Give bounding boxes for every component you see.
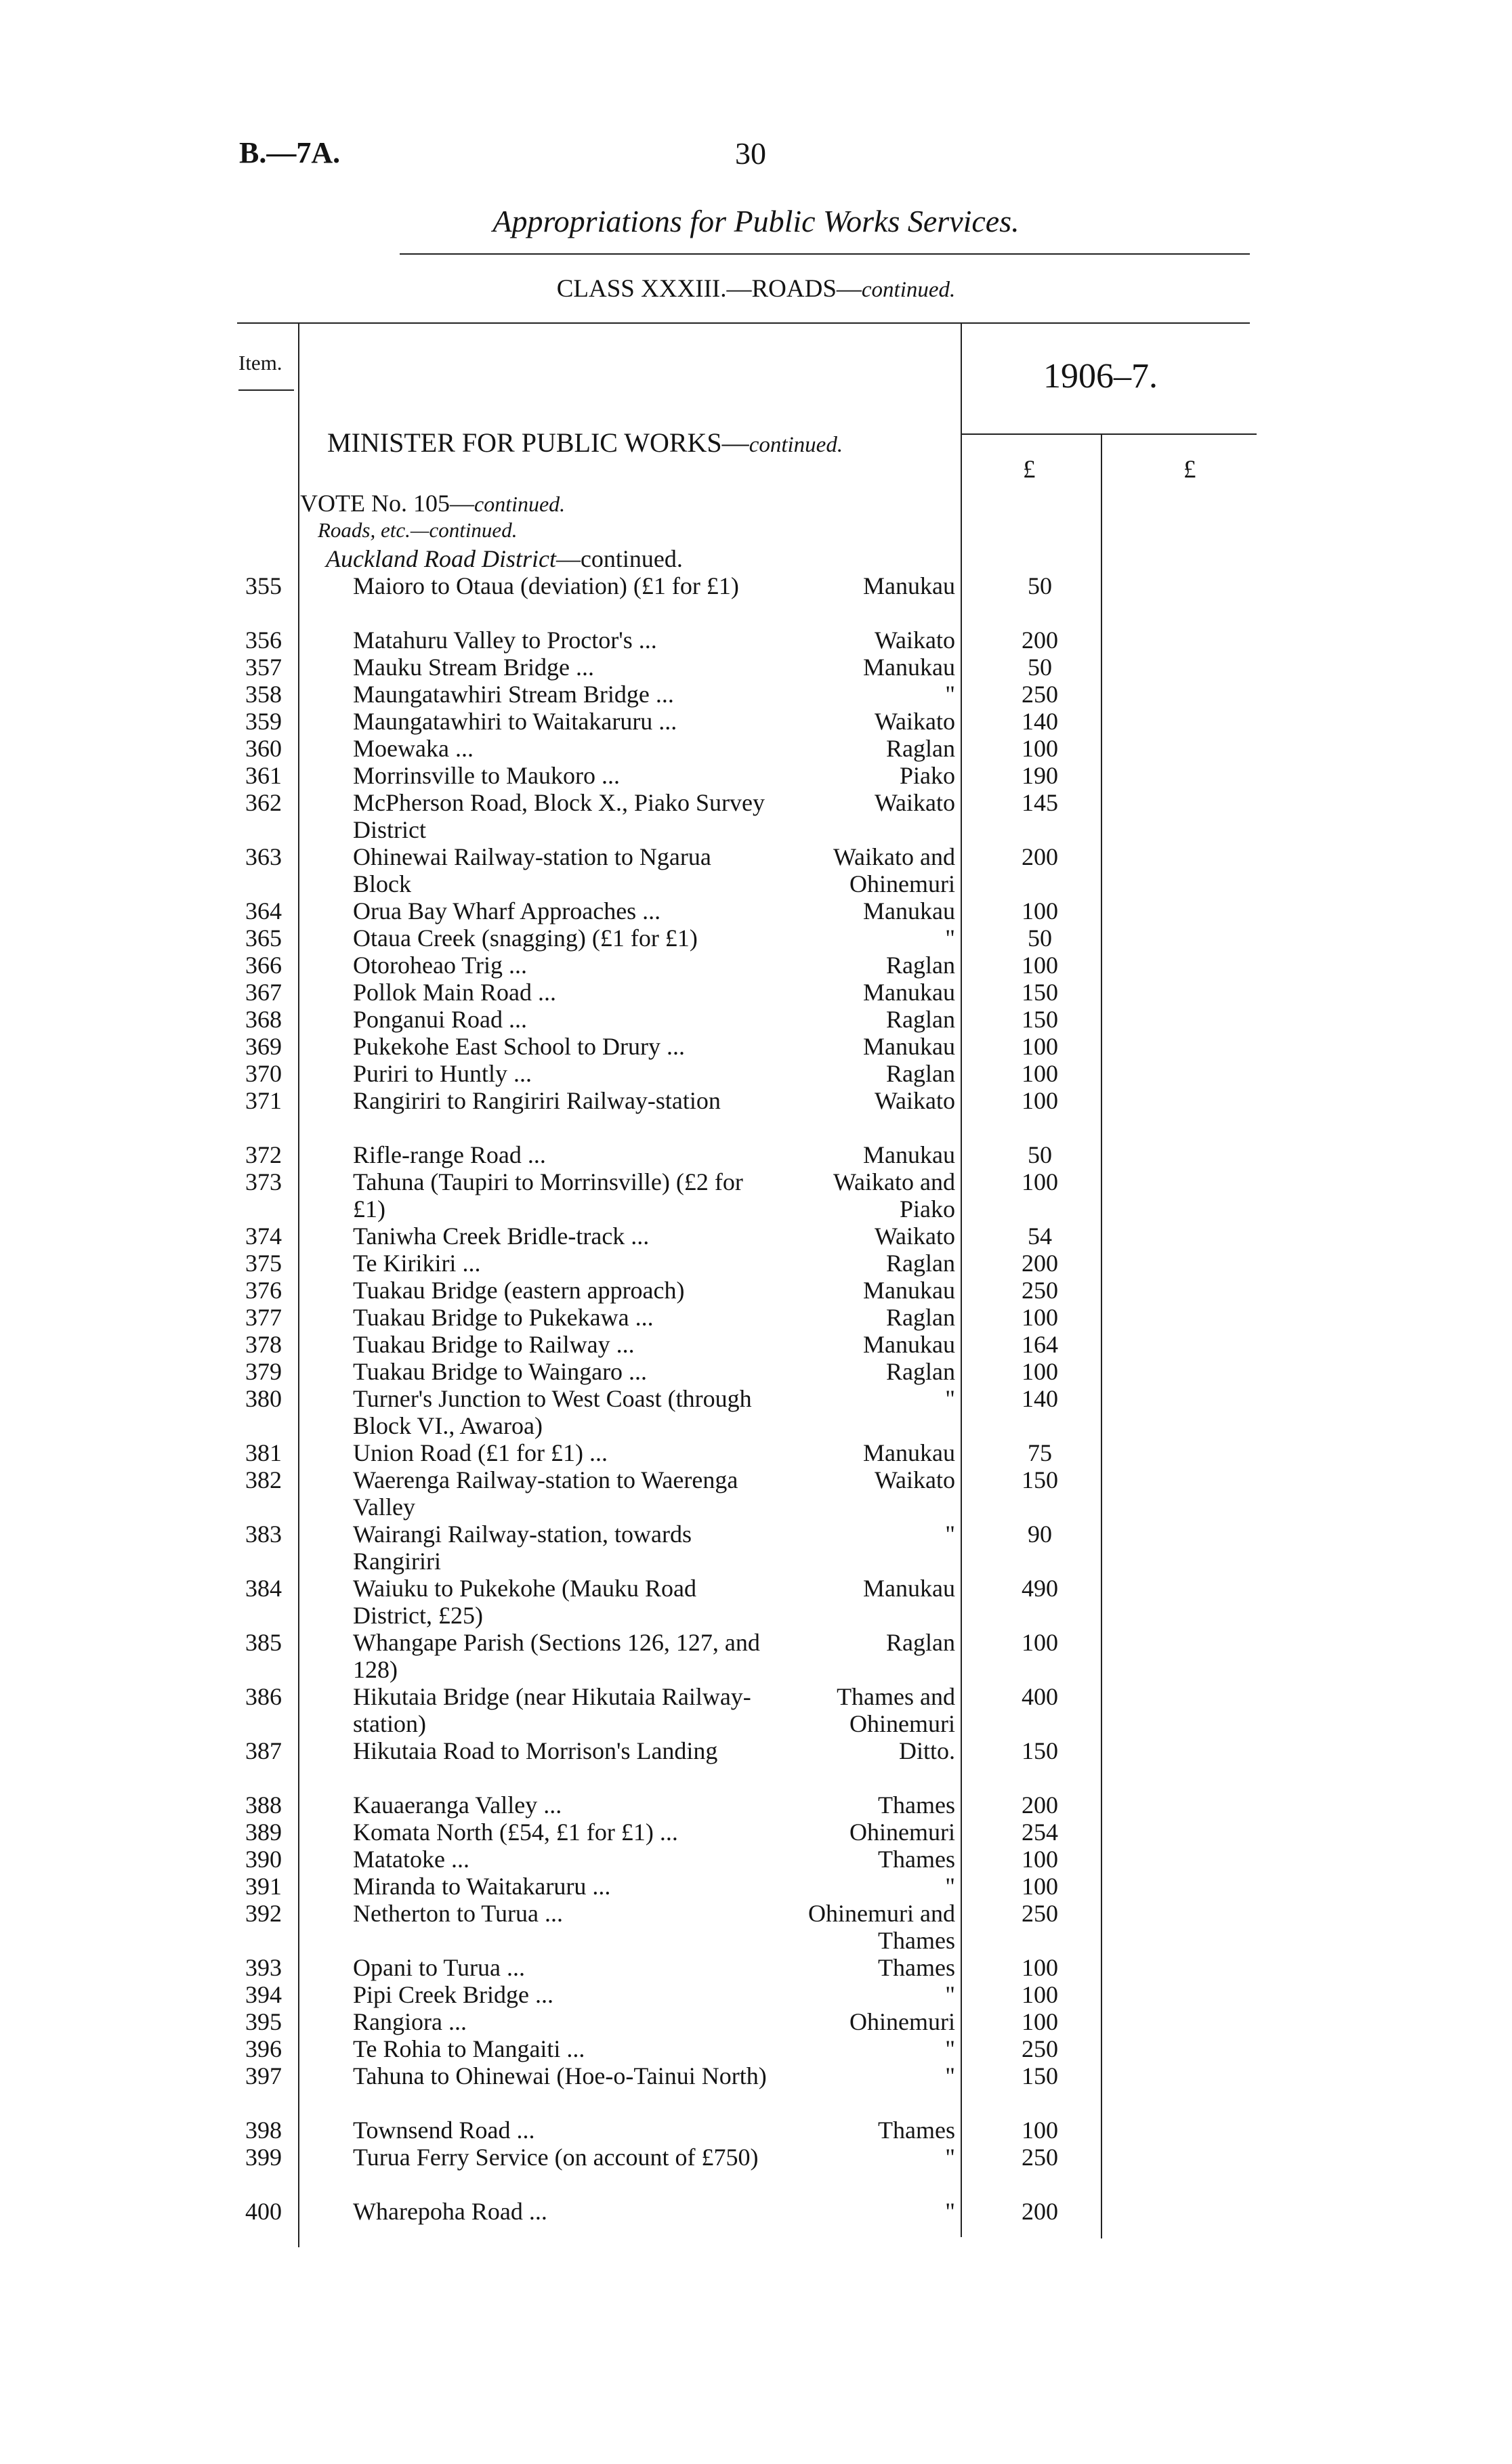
item-amount: 140 bbox=[1022, 708, 1058, 735]
item-number: 366 bbox=[245, 952, 282, 979]
item-amount: 100 bbox=[1022, 1846, 1058, 1873]
item-description: Matatoke ... bbox=[353, 1846, 469, 1873]
electoral-district: " bbox=[945, 2198, 955, 2225]
electoral-district: Ohinemuri bbox=[849, 1819, 955, 1846]
item-description: Orua Bay Wharf Approaches ... bbox=[353, 897, 661, 925]
item-description: Te Kirikiri ... bbox=[353, 1250, 481, 1277]
electoral-district: Manukau bbox=[863, 979, 955, 1006]
item-amount: 100 bbox=[1022, 1087, 1058, 1114]
document-reference: B.—7A. bbox=[239, 136, 341, 169]
electoral-district: " bbox=[945, 1873, 955, 1900]
column-header-year: 1906–7. bbox=[1043, 357, 1158, 396]
electoral-district: Ohinemuri and Thames bbox=[808, 1900, 955, 1954]
electoral-district: Raglan bbox=[886, 952, 955, 979]
item-number: 387 bbox=[245, 1737, 282, 1764]
electoral-district: Raglan bbox=[886, 1304, 955, 1331]
item-amount: 490 bbox=[1022, 1575, 1058, 1602]
electoral-district: Waikato bbox=[874, 708, 955, 735]
item-amount: 250 bbox=[1022, 681, 1058, 708]
item-number: 389 bbox=[245, 1819, 282, 1846]
item-description: Pukekohe East School to Drury ... bbox=[353, 1033, 685, 1060]
item-number: 358 bbox=[245, 681, 282, 708]
item-description: Hikutaia Road to Morrison's Landing bbox=[353, 1737, 718, 1764]
electoral-district: " bbox=[945, 1385, 955, 1412]
electoral-district: Thames bbox=[878, 1791, 955, 1819]
district-heading-cont: —continued. bbox=[555, 545, 683, 572]
item-description: Rangiriri to Rangiriri Railway-station bbox=[353, 1087, 721, 1114]
item-description: Tuakau Bridge to Railway ... bbox=[353, 1331, 635, 1358]
item-number: 365 bbox=[245, 925, 282, 952]
column-header-pound-2: £ bbox=[1183, 456, 1196, 484]
item-description: Waiuku to Pukekohe (Mauku Road District, £25) bbox=[353, 1575, 697, 1629]
electoral-district: Manukau bbox=[863, 1033, 955, 1060]
item-number: 391 bbox=[245, 1873, 282, 1900]
item-amount: 150 bbox=[1022, 1006, 1058, 1033]
electoral-district: Manukau bbox=[863, 1277, 955, 1304]
column-header-item: Item. bbox=[238, 351, 282, 375]
item-number: 373 bbox=[245, 1168, 282, 1195]
electoral-district: Thames bbox=[878, 1846, 955, 1873]
item-amount: 100 bbox=[1022, 1873, 1058, 1900]
item-amount: 200 bbox=[1022, 843, 1058, 870]
item-number: 359 bbox=[245, 708, 282, 735]
electoral-district: Raglan bbox=[886, 1629, 955, 1656]
item-amount: 100 bbox=[1022, 1981, 1058, 2008]
minister-heading-main: MINISTER FOR PUBLIC WORKS— bbox=[327, 427, 749, 458]
item-amount: 200 bbox=[1022, 1250, 1058, 1277]
item-number: 383 bbox=[245, 1521, 282, 1548]
electoral-district: Thames bbox=[878, 1954, 955, 1981]
item-amount: 50 bbox=[1028, 654, 1052, 681]
electoral-district: Manukau bbox=[863, 572, 955, 599]
item-number: 362 bbox=[245, 789, 282, 816]
item-number: 372 bbox=[245, 1141, 282, 1168]
item-description: Townsend Road ... bbox=[353, 2117, 535, 2144]
item-amount: 50 bbox=[1028, 925, 1052, 952]
item-number: 400 bbox=[245, 2198, 282, 2225]
item-amount: 150 bbox=[1022, 1466, 1058, 1493]
item-amount: 254 bbox=[1022, 1819, 1058, 1846]
electoral-district: " bbox=[945, 1981, 955, 2008]
item-number: 397 bbox=[245, 2062, 282, 2089]
item-number: 381 bbox=[245, 1439, 282, 1466]
item-description: Mauku Stream Bridge ... bbox=[353, 654, 594, 681]
electoral-district: " bbox=[945, 925, 955, 952]
electoral-district: Piako bbox=[899, 762, 955, 789]
column-header-pound-1: £ bbox=[1023, 456, 1036, 484]
item-description: Tuakau Bridge to Pukekawa ... bbox=[353, 1304, 654, 1331]
item-number: 378 bbox=[245, 1331, 282, 1358]
electoral-district: Raglan bbox=[886, 1250, 955, 1277]
item-description: Te Rohia to Mangaiti ... bbox=[353, 2035, 585, 2062]
item-number: 371 bbox=[245, 1087, 282, 1114]
electoral-district: " bbox=[945, 2144, 955, 2171]
vote-heading-cont: continued. bbox=[474, 492, 566, 516]
item-amount: 75 bbox=[1028, 1439, 1052, 1466]
item-number: 375 bbox=[245, 1250, 282, 1277]
item-amount: 100 bbox=[1022, 1168, 1058, 1195]
item-description: Turner's Junction to West Coast (through Block VI., Awaroa) bbox=[353, 1385, 752, 1439]
item-number: 379 bbox=[245, 1358, 282, 1385]
item-number: 363 bbox=[245, 843, 282, 870]
item-description: Whangape Parish (Sections 126, 127, and 128) bbox=[353, 1629, 760, 1683]
item-amount: 100 bbox=[1022, 897, 1058, 925]
item-description: Waerenga Railway-station to Waerenga Valley bbox=[353, 1466, 738, 1521]
item-description: Komata North (£54, £1 for £1) ... bbox=[353, 1819, 678, 1846]
item-amount: 50 bbox=[1028, 572, 1052, 599]
item-description: Morrinsville to Maukoro ... bbox=[353, 762, 620, 789]
item-number: 395 bbox=[245, 2008, 282, 2035]
item-description: Tahuna to Ohinewai (Hoe-o-Tainui North) bbox=[353, 2062, 767, 2089]
electoral-district: Waikato bbox=[874, 1223, 955, 1250]
item-amount: 100 bbox=[1022, 1304, 1058, 1331]
item-number: 394 bbox=[245, 1981, 282, 2008]
electoral-district: Manukau bbox=[863, 897, 955, 925]
electoral-district: Waikato bbox=[874, 789, 955, 816]
class-heading-cont: continued. bbox=[861, 278, 956, 302]
item-description: Tuakau Bridge (eastern approach) bbox=[353, 1277, 685, 1304]
item-amount: 145 bbox=[1022, 789, 1058, 816]
electoral-district: " bbox=[945, 1521, 955, 1548]
item-number: 376 bbox=[245, 1277, 282, 1304]
item-description: Opani to Turua ... bbox=[353, 1954, 526, 1981]
item-description: Taniwha Creek Bridle-track ... bbox=[353, 1223, 650, 1250]
item-description: Pollok Main Road ... bbox=[353, 979, 557, 1006]
item-amount: 200 bbox=[1022, 2198, 1058, 2225]
item-number: 385 bbox=[245, 1629, 282, 1656]
item-number: 388 bbox=[245, 1791, 282, 1819]
electoral-district: Ditto. bbox=[898, 1737, 955, 1764]
electoral-district: Waikato bbox=[874, 626, 955, 654]
minister-heading-cont: continued. bbox=[749, 433, 843, 457]
item-description: Ponganui Road ... bbox=[353, 1006, 527, 1033]
item-description: Wharepoha Road ... bbox=[353, 2198, 547, 2225]
item-amount: 100 bbox=[1022, 1358, 1058, 1385]
item-amount: 400 bbox=[1022, 1683, 1058, 1710]
item-amount: 250 bbox=[1022, 1277, 1058, 1304]
item-number: 392 bbox=[245, 1900, 282, 1927]
item-description: Tahuna (Taupiri to Morrinsville) (£2 for £1) bbox=[353, 1168, 743, 1223]
item-number: 370 bbox=[245, 1060, 282, 1087]
item-description: Netherton to Turua ... bbox=[353, 1900, 563, 1927]
electoral-district: Waikato and Ohinemuri bbox=[833, 843, 955, 897]
class-heading-main: CLASS XXXIII.—ROADS— bbox=[556, 275, 862, 303]
item-description: Rifle-range Road ... bbox=[353, 1141, 546, 1168]
item-amount: 50 bbox=[1028, 1141, 1052, 1168]
item-amount: 250 bbox=[1022, 1900, 1058, 1927]
item-number: 393 bbox=[245, 1954, 282, 1981]
item-description: Kauaeranga Valley ... bbox=[353, 1791, 562, 1819]
electoral-district: " bbox=[945, 2062, 955, 2089]
electoral-district: Manukau bbox=[863, 654, 955, 681]
item-description: Ohinewai Railway-station to Ngarua Block bbox=[353, 843, 711, 897]
item-number: 396 bbox=[245, 2035, 282, 2062]
electoral-district: Thames bbox=[878, 2117, 955, 2144]
item-description: Puriri to Huntly ... bbox=[353, 1060, 532, 1087]
item-amount: 164 bbox=[1022, 1331, 1058, 1358]
item-number: 384 bbox=[245, 1575, 282, 1602]
item-amount: 100 bbox=[1022, 1954, 1058, 1981]
item-description: McPherson Road, Block X., Piako Survey District bbox=[353, 789, 765, 843]
electoral-district: Manukau bbox=[863, 1141, 955, 1168]
item-description: Otoroheao Trig ... bbox=[353, 952, 528, 979]
item-amount: 100 bbox=[1022, 1033, 1058, 1060]
item-number: 399 bbox=[245, 2144, 282, 2171]
item-description: Otaua Creek (snagging) (£1 for £1) bbox=[353, 925, 698, 952]
electoral-district: Ohinemuri bbox=[849, 2008, 955, 2035]
item-description: Maungatawhiri to Waitakaruru ... bbox=[353, 708, 677, 735]
item-amount: 200 bbox=[1022, 1791, 1058, 1819]
electoral-district: Manukau bbox=[863, 1439, 955, 1466]
electoral-district: " bbox=[945, 2035, 955, 2062]
item-number: 369 bbox=[245, 1033, 282, 1060]
item-description: Maungatawhiri Stream Bridge ... bbox=[353, 681, 674, 708]
page-title: Appropriations for Public Works Services. bbox=[492, 204, 1020, 238]
item-amount: 150 bbox=[1022, 979, 1058, 1006]
page-number: 30 bbox=[735, 136, 766, 171]
electoral-district: Raglan bbox=[886, 1358, 955, 1385]
item-description: Pipi Creek Bridge ... bbox=[353, 1981, 553, 2008]
electoral-district: Manukau bbox=[863, 1575, 955, 1602]
item-amount: 200 bbox=[1022, 626, 1058, 654]
roads-subheading: Roads, etc.—continued. bbox=[318, 518, 518, 542]
item-amount: 100 bbox=[1022, 2117, 1058, 2144]
item-amount: 100 bbox=[1022, 952, 1058, 979]
district-heading-main: Auckland Road District bbox=[326, 545, 556, 572]
electoral-district: Raglan bbox=[886, 735, 955, 762]
item-description: Maioro to Otaua (deviation) (£1 for £1) bbox=[353, 572, 739, 599]
item-amount: 150 bbox=[1022, 1737, 1058, 1764]
item-number: 380 bbox=[245, 1385, 282, 1412]
item-number: 364 bbox=[245, 897, 282, 925]
item-description: Wairangi Railway-station, towards Rangiriri bbox=[353, 1521, 692, 1575]
item-number: 367 bbox=[245, 979, 282, 1006]
electoral-district: Waikato and Piako bbox=[833, 1168, 955, 1223]
item-amount: 140 bbox=[1022, 1385, 1058, 1412]
item-number: 382 bbox=[245, 1466, 282, 1493]
electoral-district: Waikato bbox=[874, 1087, 955, 1114]
item-description: Tuakau Bridge to Waingaro ... bbox=[353, 1358, 648, 1385]
item-amount: 150 bbox=[1022, 2062, 1058, 2089]
item-amount: 100 bbox=[1022, 1629, 1058, 1656]
electoral-district: Thames and Ohinemuri bbox=[837, 1683, 955, 1737]
item-number: 377 bbox=[245, 1304, 282, 1331]
item-description: Moewaka ... bbox=[353, 735, 474, 762]
item-description: Union Road (£1 for £1) ... bbox=[353, 1439, 608, 1466]
item-number: 386 bbox=[245, 1683, 282, 1710]
electoral-district: Raglan bbox=[886, 1006, 955, 1033]
electoral-district: Raglan bbox=[886, 1060, 955, 1087]
item-description: Turua Ferry Service (on account of £750) bbox=[353, 2144, 759, 2171]
item-number: 390 bbox=[245, 1846, 282, 1873]
item-number: 368 bbox=[245, 1006, 282, 1033]
item-description: Hikutaia Bridge (near Hikutaia Railway-station) bbox=[353, 1683, 751, 1737]
item-number: 355 bbox=[245, 572, 282, 599]
item-description: Rangiora ... bbox=[353, 2008, 467, 2035]
vote-heading-main: VOTE No. 105— bbox=[300, 490, 474, 517]
item-amount: 100 bbox=[1022, 1060, 1058, 1087]
item-amount: 90 bbox=[1028, 1521, 1052, 1548]
item-number: 398 bbox=[245, 2117, 282, 2144]
item-amount: 250 bbox=[1022, 2035, 1058, 2062]
item-amount: 100 bbox=[1022, 735, 1058, 762]
item-description: Miranda to Waitakaruru ... bbox=[353, 1873, 611, 1900]
electoral-district: " bbox=[945, 681, 955, 708]
item-number: 374 bbox=[245, 1223, 282, 1250]
electoral-district: Manukau bbox=[863, 1331, 955, 1358]
item-number: 361 bbox=[245, 762, 282, 789]
item-amount: 100 bbox=[1022, 2008, 1058, 2035]
item-description: Matahuru Valley to Proctor's ... bbox=[353, 626, 657, 654]
item-number: 357 bbox=[245, 654, 282, 681]
electoral-district: Waikato bbox=[874, 1466, 955, 1493]
item-number: 360 bbox=[245, 735, 282, 762]
item-amount: 54 bbox=[1028, 1223, 1052, 1250]
item-amount: 190 bbox=[1022, 762, 1058, 789]
item-number: 356 bbox=[245, 626, 282, 654]
item-amount: 250 bbox=[1022, 2144, 1058, 2171]
